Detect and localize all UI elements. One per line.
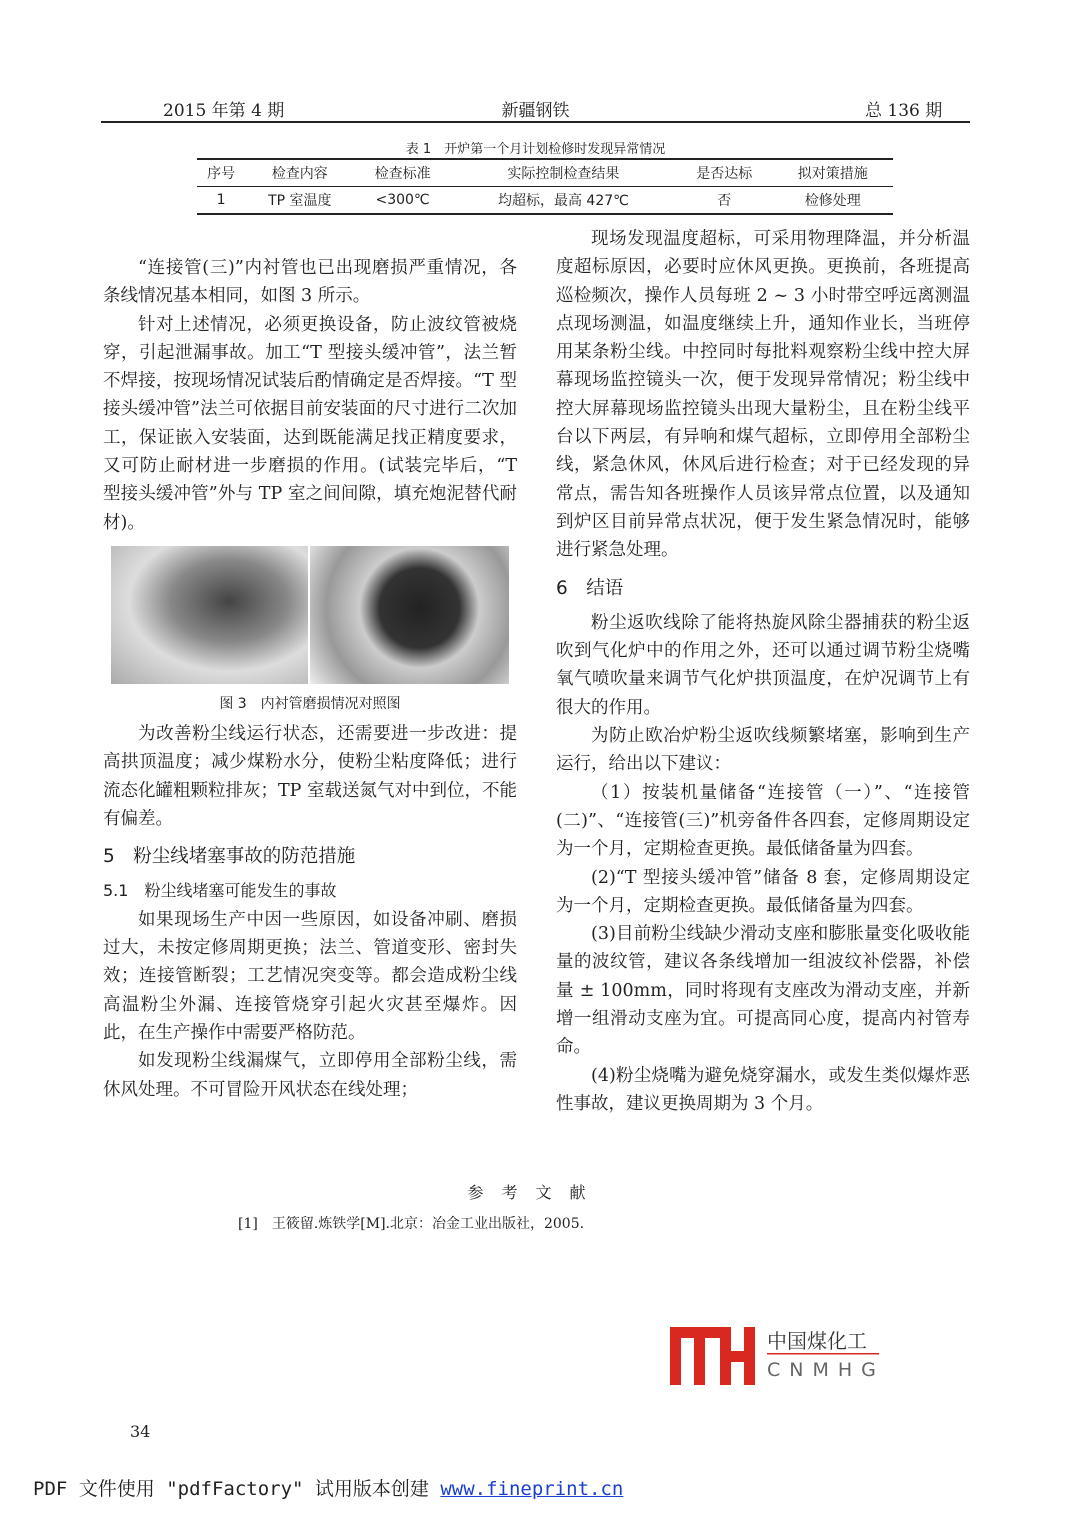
paragraph: 如果现场生产中因一些原因，如设备冲刷、磨损过大，未按定修周期更换；法兰、管道变形、密封失效；连接管断裂；工艺情况突变等。都会造成粉尘线高温粉尘外漏、连接管烧穿引起火灾甚至爆炸。因此，在生产操作中需要严格防范。 [103, 909, 517, 1043]
table-cell: 1 [216, 192, 226, 208]
table-cell: 检修处理 [804, 193, 861, 209]
table-header: 检查内容 [271, 166, 328, 182]
table-cell: 均超标，最高 427℃ [497, 193, 629, 209]
inspection-table [197, 158, 893, 215]
right-column [556, 225, 970, 1118]
figure-caption: 图 3 内衬管磨损情况对照图 [219, 696, 401, 712]
paragraph: 为防止欧冶炉粉尘返吹线频繁堵塞，影响到生产运行，给出以下建议： [556, 726, 970, 775]
page-number: 34 [130, 1422, 151, 1441]
table-row [197, 187, 893, 215]
table-header: 实际控制检查结果 [507, 166, 620, 182]
section-heading-5: 5 粉尘线堵塞事故的防范措施 [103, 846, 356, 868]
table-header: 是否达标 [696, 166, 753, 182]
footer-text: PDF 文件使用 "pdfFactory" 试用版本创建 [33, 1478, 441, 1500]
header-issue: 2015 年第 4 期 [163, 101, 285, 121]
table-header: 序号 [207, 166, 236, 182]
paragraph: 如发现粉尘线漏煤气，立即停用全部粉尘线，需休风处理。不可冒险开风状态在线处理； [103, 1051, 517, 1100]
table-cell: <300℃ [375, 192, 430, 208]
logo-cn-text: 中国煤化工 [767, 1329, 867, 1353]
section-heading-6: 6 结语 [556, 577, 624, 599]
table-cell: TP 室温度 [268, 193, 332, 209]
left-column-bottom [103, 720, 517, 1104]
paragraph: “连接管(三)”内衬管也已出现磨损严重情况，各条线情况基本相同，如图 3 所示。 [103, 258, 517, 307]
paragraph: 针对上述情况，必须更换设备，防止波纹管被烧穿，引起泄漏事故。加工“T 型接头缓冲管”，法兰暂不焊接，按现场情况试装后酌情确定是否焊接。“T 型接头缓冲管”法兰可依据目前安装面的尺寸进行二次加工，保证嵌入安装面，达到既能满足找正精度要求，又可防止耐材进一步磨损的作用。(试装完毕后，“T 型接头缓冲管”外与 TP 室之间间隙，填充炮泥替代耐材)。 [103, 314, 517, 533]
table-header: 拟对策措施 [797, 166, 868, 182]
paragraph: （1）按装机量储备“连接管（一）”、“连接管(二)”、“连接管(三)”机旁备件各四套，定修周期设定为一个月，定期检查更换。最低储备量为四套。 [556, 782, 970, 860]
left-column-top [103, 254, 517, 537]
paragraph: (4)粉尘烧嘴为避免烧穿漏水，或发生类似爆炸恶性事故，建议更换周期为 3 个月。 [556, 1065, 970, 1114]
reference-item: [1] 王筱留.炼铁学[M].北京：冶金工业出版社，2005. [238, 1216, 585, 1232]
lining-pipe-photo-left [111, 546, 308, 684]
lining-pipe-photo-right [310, 546, 509, 684]
figure-3 [111, 546, 509, 684]
table-caption: 表 1 开炉第一个月计划检修时发现异常情况 [405, 142, 666, 157]
pdf-footer [33, 1474, 623, 1501]
logo-en-text: CNMHG [767, 1359, 885, 1381]
cnmhg-logo [670, 1325, 885, 1387]
paragraph: 现场发现温度超标，可采用物理降温，并分析温度超标原因，必要时应休风更换。更换前，各班提高巡检频次，操作人员每班 2 ~ 3 小时带空呼远离测温点现场测温，如温度继续上升，通知作业长，当班停用某条粉尘线。中控同时每批料观察粉尘线中控大屏幕现场监控镜头一次，便于发现异常情况；粉尘线中控大屏幕现场监控镜头出现大量粉尘，且在粉尘线平台以下两层，有异响和煤气超标，立即停用全部粉尘线，紧急休风，休风后进行检查；对于已经发现的异常点，需告知各班操作人员该异常点位置，以及通知到炉区目前异常点状况，便于发生紧急情况时，能够进行紧急处理。 [556, 229, 970, 561]
paragraph: (3)目前粉尘线缺少滑动支座和膨胀量变化吸收能量的波纹管，建议各条线增加一组波纹补偿器，补偿量 ± 100mm，同时将现有支座改为滑动支座，并新增一组滑动支座为宜。可提高同心度，提高内衬管寿命。 [556, 924, 970, 1058]
paragraph: 为改善粉尘线运行状态，还需要进一步改进：提高拱顶温度；减少煤粉水分，使粉尘粘度降低；进行流态化罐粗颗粒排灰；TP 室载送氮气对中到位，不能有偏差。 [103, 724, 518, 829]
fineprint-link[interactable]: www.fineprint.cn [440, 1478, 624, 1500]
paragraph: 粉尘返吹线除了能将热旋风除尘器捕获的粉尘返吹到气化炉中的作用之外，还可以通过调节粉尘烧嘴氧气喷吹量来调节气化炉拱顶温度，在炉况调节上有很大的作用。 [556, 612, 970, 718]
paragraph: (2)“T 型接头缓冲管”储备 8 套，定修周期设定为一个月，定期检查更换。最低储备量为四套。 [556, 867, 970, 916]
table-header: 检查标准 [374, 166, 431, 182]
header-journal: 新疆钢铁 [501, 101, 570, 121]
references-heading: 参考文献 [467, 1183, 604, 1202]
section-heading-5-1: 5.1 粉尘线堵塞可能发生的事故 [103, 881, 337, 901]
header-total-issue: 总 136 期 [865, 101, 943, 121]
table-cell: 否 [717, 193, 732, 209]
table-header-row [197, 159, 893, 187]
header-rule [101, 121, 970, 123]
